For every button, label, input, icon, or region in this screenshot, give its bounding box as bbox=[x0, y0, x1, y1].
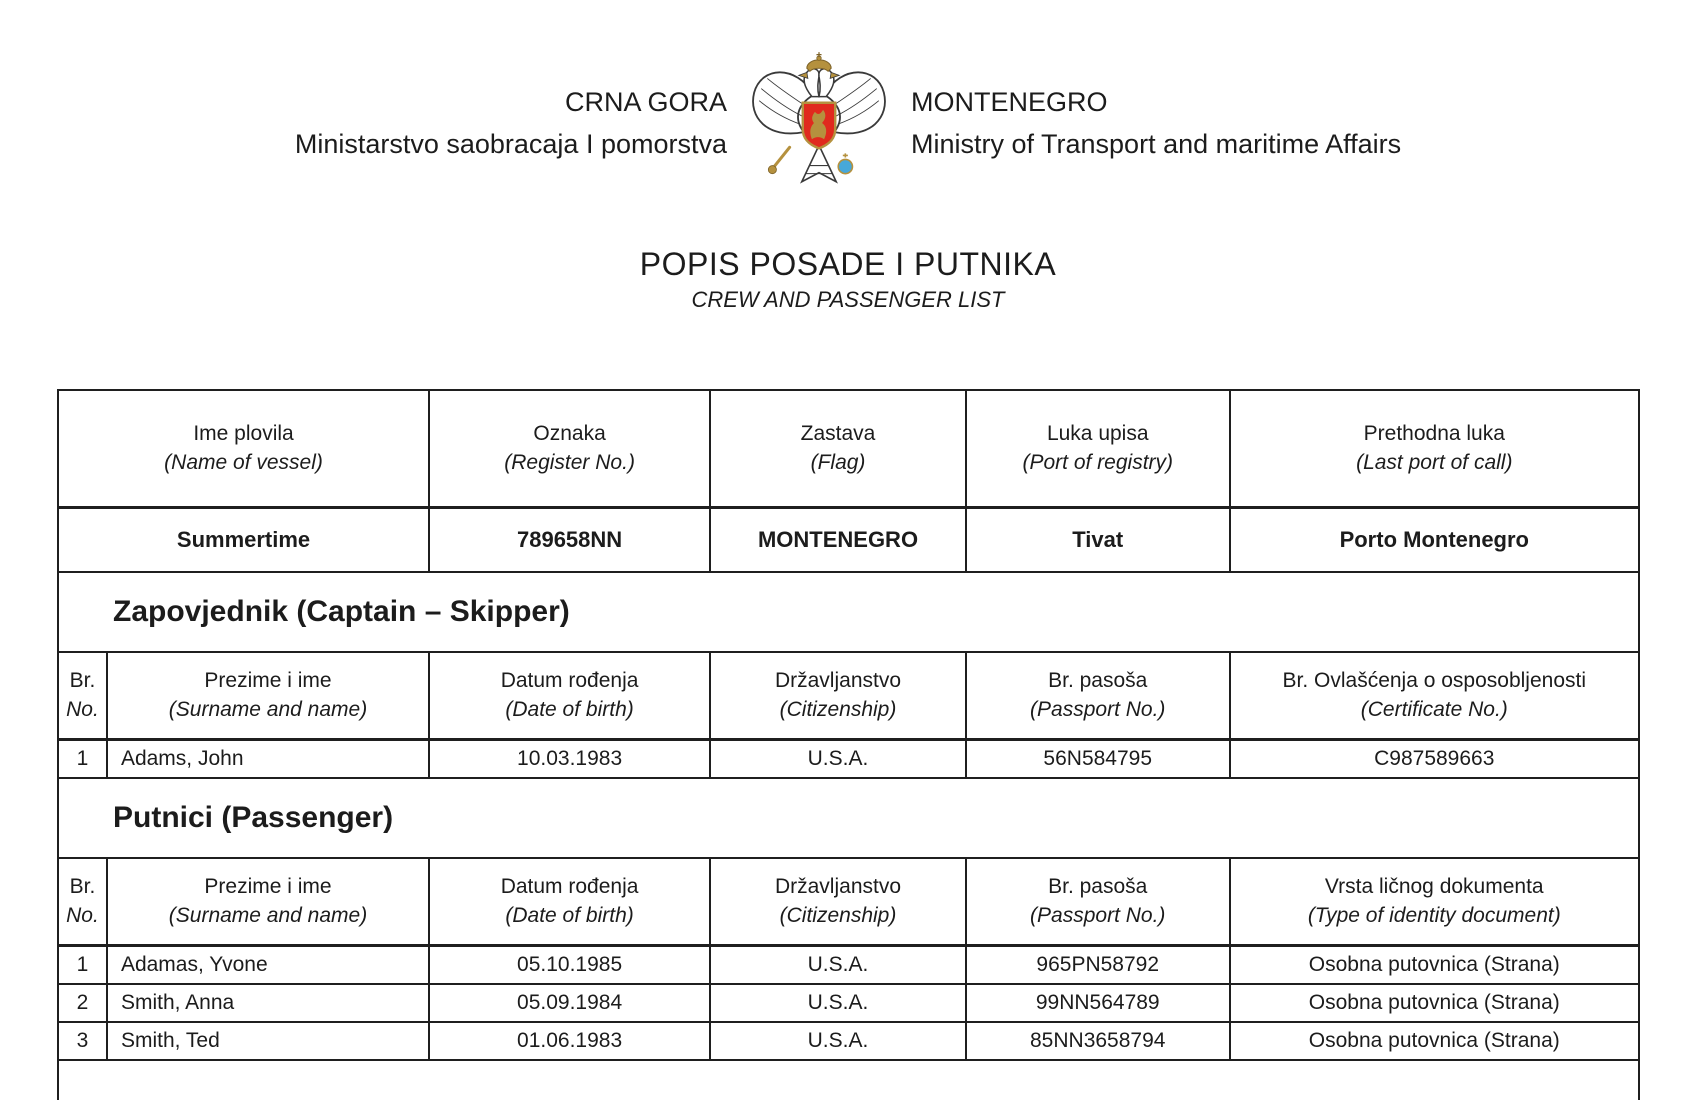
col-date-of-birth bbox=[430, 859, 711, 947]
col-passport-no bbox=[967, 859, 1231, 947]
col-flag bbox=[711, 391, 967, 509]
crew-passenger-form bbox=[57, 389, 1640, 1100]
col-label-en: (Flag) bbox=[810, 450, 866, 474]
col-label-hr: Oznaka bbox=[533, 422, 606, 446]
captain-row bbox=[59, 741, 1638, 779]
passenger-row bbox=[59, 985, 1638, 1023]
col-label-en: (Passport No.) bbox=[1030, 697, 1166, 721]
col-label-hr: Vrsta ličnog dokumenta bbox=[1324, 875, 1544, 899]
row-number: 3 bbox=[59, 1023, 108, 1061]
col-label-en: (Port of registry) bbox=[1022, 450, 1174, 474]
passenger-passport: 99NN564789 bbox=[967, 985, 1231, 1023]
row-number: 2 bbox=[59, 985, 108, 1023]
col-label-hr: Prezime i ime bbox=[204, 669, 332, 693]
col-label-hr: Prezime i ime bbox=[204, 875, 332, 899]
empty-continuation-area bbox=[59, 1061, 1638, 1100]
passenger-dob: 01.06.1983 bbox=[430, 1023, 711, 1061]
header-left-block bbox=[294, 86, 727, 159]
col-label-en: (Surname and name) bbox=[168, 697, 368, 721]
passenger-header-row bbox=[59, 859, 1638, 947]
passenger-name: Adamas, Yvone bbox=[108, 947, 430, 985]
register-no-value: 789658NN bbox=[430, 509, 711, 573]
col-label-hr: Br. pasoša bbox=[1048, 875, 1148, 899]
col-label-en: (Citizenship) bbox=[779, 903, 897, 927]
vessel-header-row bbox=[59, 391, 1638, 509]
passenger-citizenship: U.S.A. bbox=[711, 947, 967, 985]
government-header bbox=[0, 52, 1696, 194]
country-name-english: MONTENEGRO bbox=[911, 86, 1108, 117]
country-name-local: CRNA GORA bbox=[564, 86, 727, 117]
document-title: POPIS POSADE I PUTNIKA bbox=[639, 246, 1057, 282]
col-last-port-of-call bbox=[1231, 391, 1638, 509]
col-label-hr: Datum rođenja bbox=[500, 875, 639, 899]
passenger-passport: 85NN3658794 bbox=[967, 1023, 1231, 1061]
col-label-hr: Državljanstvo bbox=[774, 669, 902, 693]
col-port-of-registry bbox=[967, 391, 1231, 509]
col-identity-document-type bbox=[1231, 859, 1638, 947]
col-label-hr: Prethodna luka bbox=[1363, 422, 1505, 446]
captain-dob: 10.03.1983 bbox=[430, 741, 711, 779]
row-number: 1 bbox=[59, 741, 108, 779]
passenger-dob: 05.10.1985 bbox=[430, 947, 711, 985]
col-label-en: (Surname and name) bbox=[168, 903, 368, 927]
col-label-en: (Passport No.) bbox=[1030, 903, 1166, 927]
col-number bbox=[59, 653, 108, 741]
col-label-en: (Type of identity document) bbox=[1307, 903, 1561, 927]
col-label-en: No. bbox=[66, 697, 99, 721]
col-citizenship bbox=[711, 859, 967, 947]
port-of-registry-value: Tivat bbox=[967, 509, 1231, 573]
col-label-en: (Date of birth) bbox=[505, 697, 634, 721]
passenger-doc-type: Osobna putovnica (Strana) bbox=[1231, 985, 1638, 1023]
flag-value: MONTENEGRO bbox=[711, 509, 967, 573]
col-label-en: (Name of vessel) bbox=[164, 450, 323, 474]
passenger-passport: 965PN58792 bbox=[967, 947, 1231, 985]
col-label-hr: Luka upisa bbox=[1046, 422, 1149, 446]
header-right-block bbox=[911, 86, 1402, 159]
last-port-of-call-value: Porto Montenegro bbox=[1231, 509, 1638, 573]
passenger-doc-type: Osobna putovnica (Strana) bbox=[1231, 1023, 1638, 1061]
col-date-of-birth bbox=[430, 653, 711, 741]
passenger-name: Smith, Ted bbox=[108, 1023, 430, 1061]
passenger-name: Smith, Anna bbox=[108, 985, 430, 1023]
passenger-row bbox=[59, 1023, 1638, 1061]
captain-name: Adams, John bbox=[108, 741, 430, 779]
captain-passport: 56N584795 bbox=[967, 741, 1231, 779]
col-label-hr: Br. bbox=[69, 669, 96, 693]
col-label-en: (Register No.) bbox=[504, 450, 635, 474]
col-surname-and-name bbox=[108, 859, 430, 947]
captain-certificate: C987589663 bbox=[1231, 741, 1638, 779]
captain-section-title: Zapovjednik (Captain – Skipper) bbox=[59, 573, 1638, 653]
col-label-en: (Certificate No.) bbox=[1360, 697, 1508, 721]
col-label-hr: Br. bbox=[69, 875, 96, 899]
vessel-data-row bbox=[59, 509, 1638, 573]
passenger-citizenship: U.S.A. bbox=[711, 985, 967, 1023]
col-certificate-no bbox=[1231, 653, 1638, 741]
passenger-citizenship: U.S.A. bbox=[711, 1023, 967, 1061]
col-label-en: (Citizenship) bbox=[779, 697, 897, 721]
ministry-name-english: Ministry of Transport and maritime Affairs bbox=[911, 128, 1402, 159]
document-subtitle: CREW AND PASSENGER LIST bbox=[691, 287, 1005, 312]
col-number bbox=[59, 859, 108, 947]
col-label-hr: Ime plovila bbox=[193, 422, 294, 446]
col-label-en: No. bbox=[66, 903, 99, 927]
vessel-name-value: Summertime bbox=[59, 509, 430, 573]
col-label-hr: Državljanstvo bbox=[774, 875, 902, 899]
document-title-block bbox=[0, 246, 1696, 313]
col-surname-and-name bbox=[108, 653, 430, 741]
passenger-doc-type: Osobna putovnica (Strana) bbox=[1231, 947, 1638, 985]
col-passport-no bbox=[967, 653, 1231, 741]
passenger-section-title: Putnici (Passenger) bbox=[59, 779, 1638, 859]
col-register-no bbox=[430, 391, 711, 509]
col-label-hr: Br. pasoša bbox=[1048, 669, 1148, 693]
col-label-hr: Br. Ovlašćenja o osposobljenosti bbox=[1282, 669, 1587, 693]
row-number: 1 bbox=[59, 947, 108, 985]
captain-citizenship: U.S.A. bbox=[711, 741, 967, 779]
col-citizenship bbox=[711, 653, 967, 741]
col-label-en: (Last port of call) bbox=[1356, 450, 1513, 474]
montenegro-coat-of-arms-icon bbox=[743, 52, 895, 194]
col-name-of-vessel bbox=[59, 391, 430, 509]
col-label-hr: Zastava bbox=[800, 422, 876, 446]
col-label-en: (Date of birth) bbox=[505, 903, 634, 927]
passenger-row bbox=[59, 947, 1638, 985]
captain-header-row bbox=[59, 653, 1638, 741]
col-label-hr: Datum rođenja bbox=[500, 669, 639, 693]
passenger-dob: 05.09.1984 bbox=[430, 985, 711, 1023]
ministry-name-local: Ministarstvo saobracaja I pomorstva bbox=[294, 128, 727, 159]
